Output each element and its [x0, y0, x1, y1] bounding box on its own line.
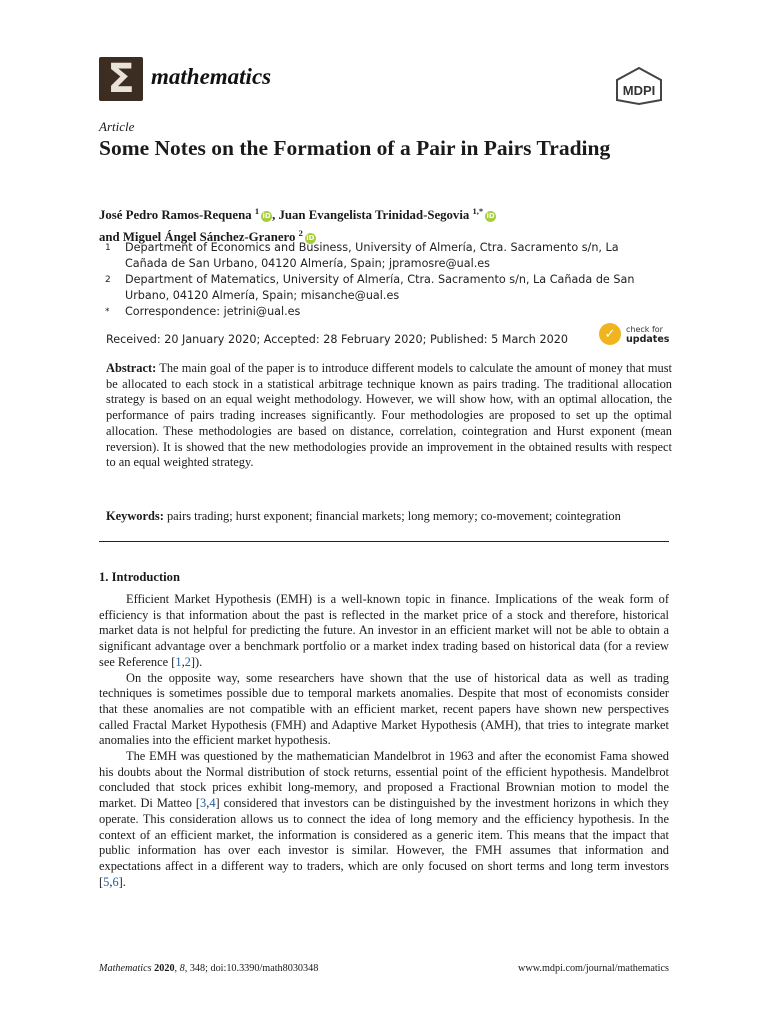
- check-updates-line1: check for: [626, 325, 663, 334]
- affiliation-mark: 2: [105, 275, 111, 285]
- correspondence-item: [99, 304, 659, 320]
- orcid-icon[interactable]: iD: [486, 212, 495, 220]
- author-affiliation-mark: 1: [254, 206, 260, 216]
- mdpi-logo-icon: [613, 66, 665, 106]
- sigma-icon: Σ: [107, 56, 135, 102]
- keywords: [106, 509, 672, 525]
- abstract-text: The main goal of the paper is to introduce different models to calculate the amount of money that must be allocated to each stock in a statistical arbitrage technique known as pairs trading. The traditional allocation strategy is based on an equal weight methodology. However, we will show how, with an optimal allocation, the performance of pairs trading increases significantly. Four methodologies are proposed to set up the optimal allocation. These methodologies are based on distance, correlation, cointegration and Hurst exponent (mean reversion). It is showed that the new methodologies provide an improvement in the obtained results with respect to an equal weighted strategy.: [106, 361, 672, 470]
- citation-link[interactable]: 6: [112, 874, 119, 889]
- publication-dates: Received: 20 January 2020; Accepted: 28 February 2020; Published: 5 March 2020: [106, 333, 568, 346]
- mdpi-logo-text: MDPI: [622, 83, 656, 98]
- mdpi-logo: [613, 66, 665, 106]
- paragraph: On the opposite way, some researchers have shown that the use of historical data as well as trading techniques is sometimes possible due to temporal markets anomalies. Despite that most of economists consider that these anomalies are not compatible with an efficient market, recent papers have shown new perspectives called Fractal Market Hypothesis (FMH) and Adaptive Market Hypothesis (AMH), that tries to integrate market anomalies into the efficient market hypothesis.: [99, 670, 669, 748]
- abstract-label: Abstract:: [106, 361, 157, 375]
- footer-citation: Mathematics 2020, 8, 348; doi:10.3390/math8030348: [99, 963, 319, 974]
- affiliation-text: Department of Economics and Business, University of Almería, Ctra. Sacramento s/n, La Cañada de San Urbano, 04120 Almería, Spain; jpramosre@ual.es: [125, 241, 619, 270]
- section-divider: [99, 541, 669, 542]
- journal-name: mathematics: [151, 64, 272, 89]
- citation-link[interactable]: 3: [200, 796, 207, 811]
- affiliation-text: Department of Matematics, University of Almería, Ctra. Sacramento s/n, La Cañada de San Urbano, 04120 Almería, Spain; misanche@ual.es: [125, 273, 635, 302]
- body-text: [99, 592, 669, 890]
- author-list: José Pedro Ramos-Requena $^1$ iD, Juan Evangelista Trinidad-Segovia $^{1,*}$ iD and Miguel Ángel Sánchez-Granero $^2$ iD: [99, 206, 495, 244]
- affiliation-list: [99, 240, 659, 320]
- author-affiliation-mark: 2: [298, 228, 303, 238]
- section-heading: 1. Introduction: [99, 570, 180, 584]
- citation-link[interactable]: 4: [209, 796, 216, 811]
- abstract: [106, 361, 672, 471]
- author-conjunction: and: [99, 230, 120, 244]
- orcid-icon[interactable]: iD: [262, 212, 271, 220]
- citation-link[interactable]: 1: [175, 654, 182, 669]
- affiliation-mark: 1: [105, 243, 111, 253]
- check-updates-line2: updates: [626, 334, 670, 345]
- paragraph: Efficient Market Hypothesis (EMH) is a well-known topic in finance. Implications of the weak form of efficiency is that information about the past is reflected in the market price of a stock and therefore, historical market data is not helpful for predicting the future. An investor in an efficient market will not be able to obtain a significant advantage over a benchmark portfolio or a market index trading based on historical data (for a review see Reference [1,2]).: [99, 592, 669, 669]
- check-for-updates-button[interactable]: [599, 323, 671, 349]
- author-name[interactable]: Miguel Ángel Sánchez-Granero: [122, 230, 296, 244]
- author-affiliation-mark: 1,*: [472, 206, 484, 216]
- citation-link[interactable]: 5: [103, 874, 110, 889]
- footer-volume: 8: [179, 963, 185, 974]
- footer-url[interactable]: www.mdpi.com/journal/mathematics: [518, 963, 669, 974]
- keywords-text: pairs trading; hurst exponent; financial markets; long memory; co-movement; cointegration: [166, 509, 621, 523]
- footer-doi: , 348; doi:10.3390/math8030348: [184, 963, 319, 974]
- affiliation-item: [99, 272, 659, 304]
- keywords-label: Keywords:: [106, 509, 164, 523]
- journal-logo: [99, 57, 143, 101]
- article-type: Article: [99, 119, 135, 134]
- footer-year: 2020: [154, 963, 175, 974]
- affiliation-item: [99, 240, 659, 272]
- citation-link[interactable]: 2: [184, 654, 191, 669]
- author-name[interactable]: Juan Evangelista Trinidad-Segovia: [278, 208, 470, 222]
- author-name[interactable]: José Pedro Ramos-Requena: [99, 208, 252, 222]
- affiliation-mark: *: [105, 307, 110, 317]
- checkmark-icon: ✓: [599, 323, 621, 345]
- orcid-icon[interactable]: iD: [306, 234, 315, 242]
- paper-title: Some Notes on the Formation of a Pair in Pairs Trading: [99, 136, 611, 160]
- footer-journal: Mathematics: [99, 963, 152, 974]
- correspondence-text: Correspondence: jetrini@ual.es: [125, 305, 301, 318]
- paragraph: The EMH was questioned by the mathematician Mandelbrot in 1963 and after the economist Fama showed his doubts about the Normal distribution of stock returns, essential point of the efficient hypothesis. Mandelbrot concluded that stock prices exhibit long-memory, and proposed a Fractional Brownian motion to model the market. Di Matteo [3,4] considered that investors can be distinguished by the investment horizons in which they operate. This consideration allows us to connect the idea of long memory and the efficiency hypothesis. In the context of an efficient market, the information is considered as a generic item. This means that the impact that public information has over each investor is similar. However, the FMH assumes that information and expectations affect in a different way to traders, which are only focused on short terms and long term investors [5,6].: [99, 749, 670, 889]
